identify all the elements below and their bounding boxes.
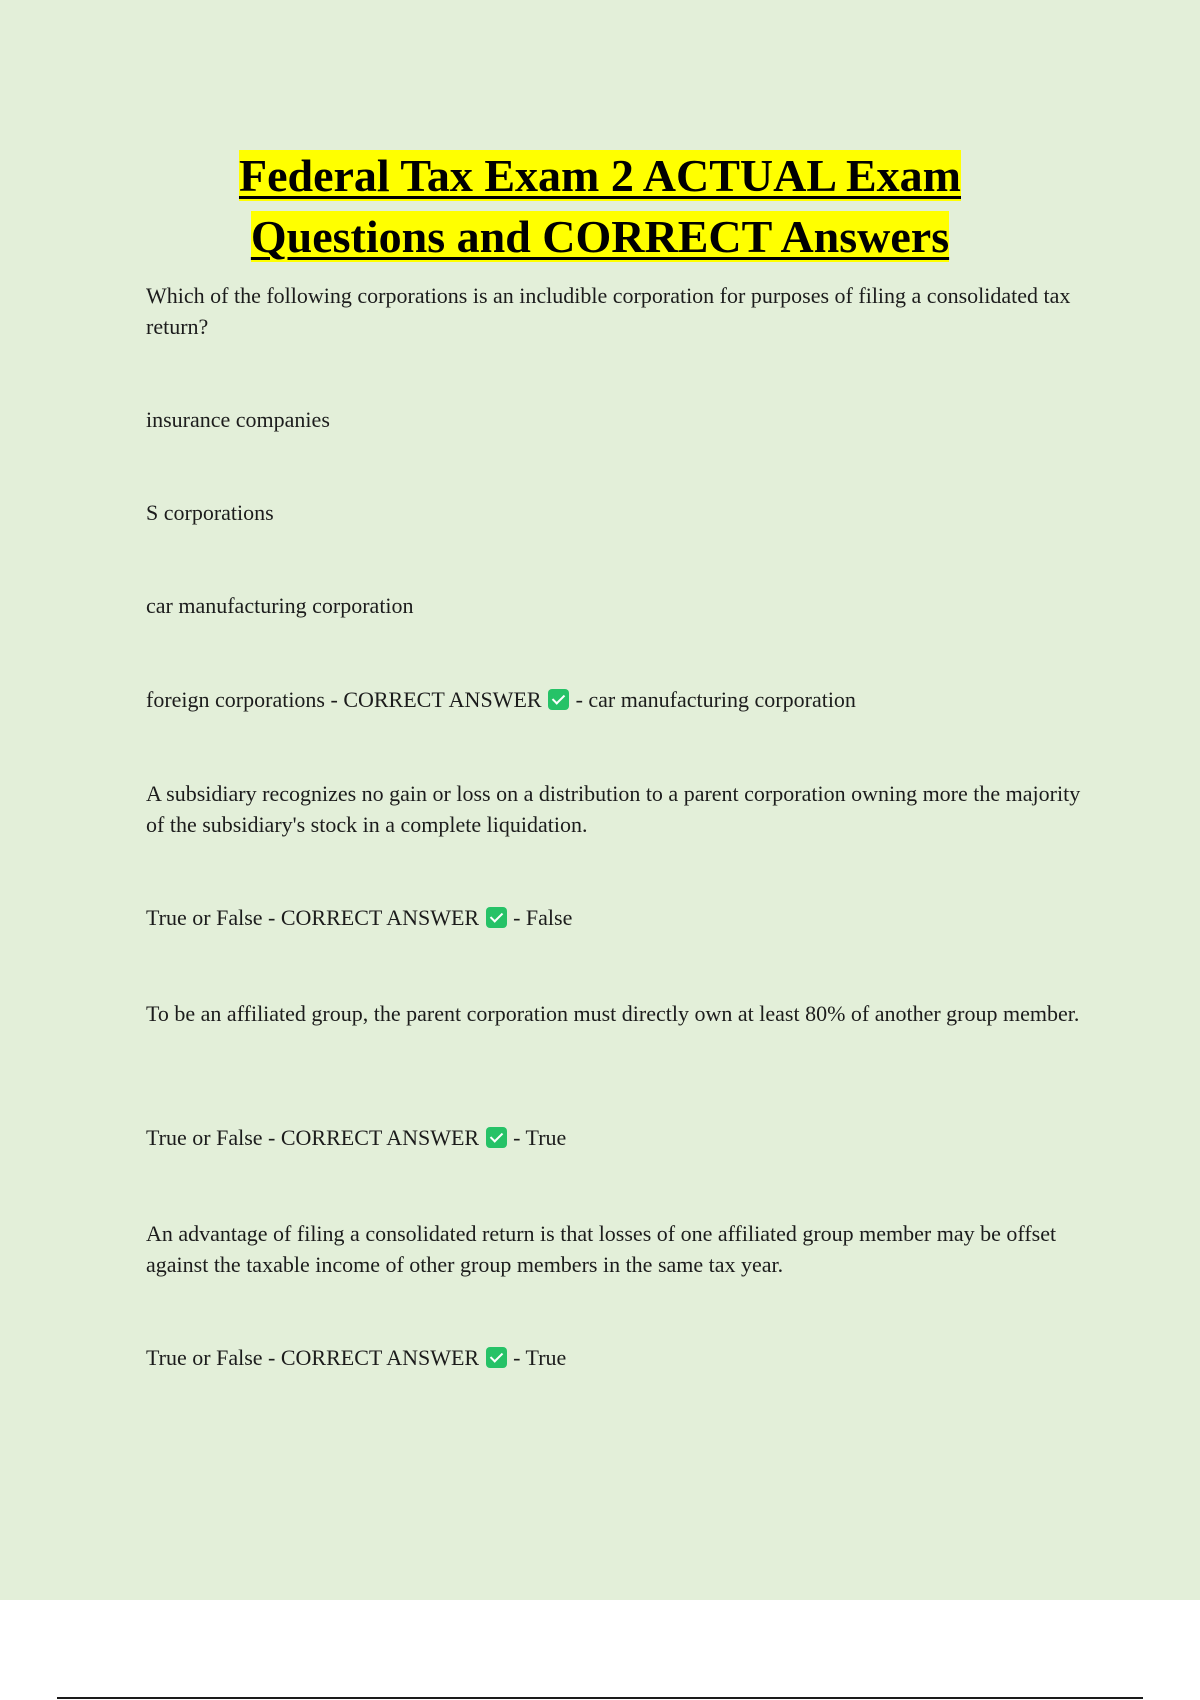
answer-value: - car manufacturing corporation — [570, 687, 856, 712]
question-4-answer — [146, 1342, 1096, 1373]
question-4-text: An advantage of filing a consolidated return is that losses of one affiliated group member may be offset against the taxable income of other group members in the same tax year. — [146, 1221, 1057, 1277]
question-3-text: To be an affiliated group, the parent corporation must directly own at least 80% of another group member. — [146, 1001, 1080, 1026]
green-checkmark-icon — [486, 907, 507, 928]
answer-value: - True — [507, 1345, 567, 1370]
answer-value: - False — [507, 905, 573, 930]
page-title — [0, 145, 1200, 267]
green-checkmark-icon — [486, 1347, 507, 1368]
question-2-answer — [146, 902, 1096, 933]
answer-prefix: foreign corporations - CORRECT ANSWER — [146, 687, 542, 712]
green-checkmark-icon — [548, 689, 569, 710]
question-1-answer — [146, 684, 1096, 715]
question-2-text: A subsidiary recognizes no gain or loss on a distribution to a parent corporation owning more the majority of the subsidiary's stock in a complete liquidation. — [146, 781, 1081, 837]
green-checkmark-icon — [486, 1127, 507, 1148]
question-1-text: Which of the following corporations is an includible corporation for purposes of filing a consolidated tax return? — [146, 283, 1071, 339]
title-line-2: Questions and CORRECT Answers — [250, 211, 950, 262]
title-line-1: Federal Tax Exam 2 ACTUAL Exam — [238, 150, 961, 201]
question-1-option-2: S corporations — [146, 500, 274, 525]
answer-prefix: True or False - CORRECT ANSWER — [146, 905, 480, 930]
footer-divider — [57, 1697, 1143, 1699]
question-1-option-1: insurance companies — [146, 407, 330, 432]
answer-prefix: True or False - CORRECT ANSWER — [146, 1345, 480, 1370]
question-1-option-3: car manufacturing corporation — [146, 593, 414, 618]
question-3-answer — [146, 1122, 1096, 1153]
answer-prefix: True or False - CORRECT ANSWER — [146, 1125, 480, 1150]
answer-value: - True — [507, 1125, 567, 1150]
